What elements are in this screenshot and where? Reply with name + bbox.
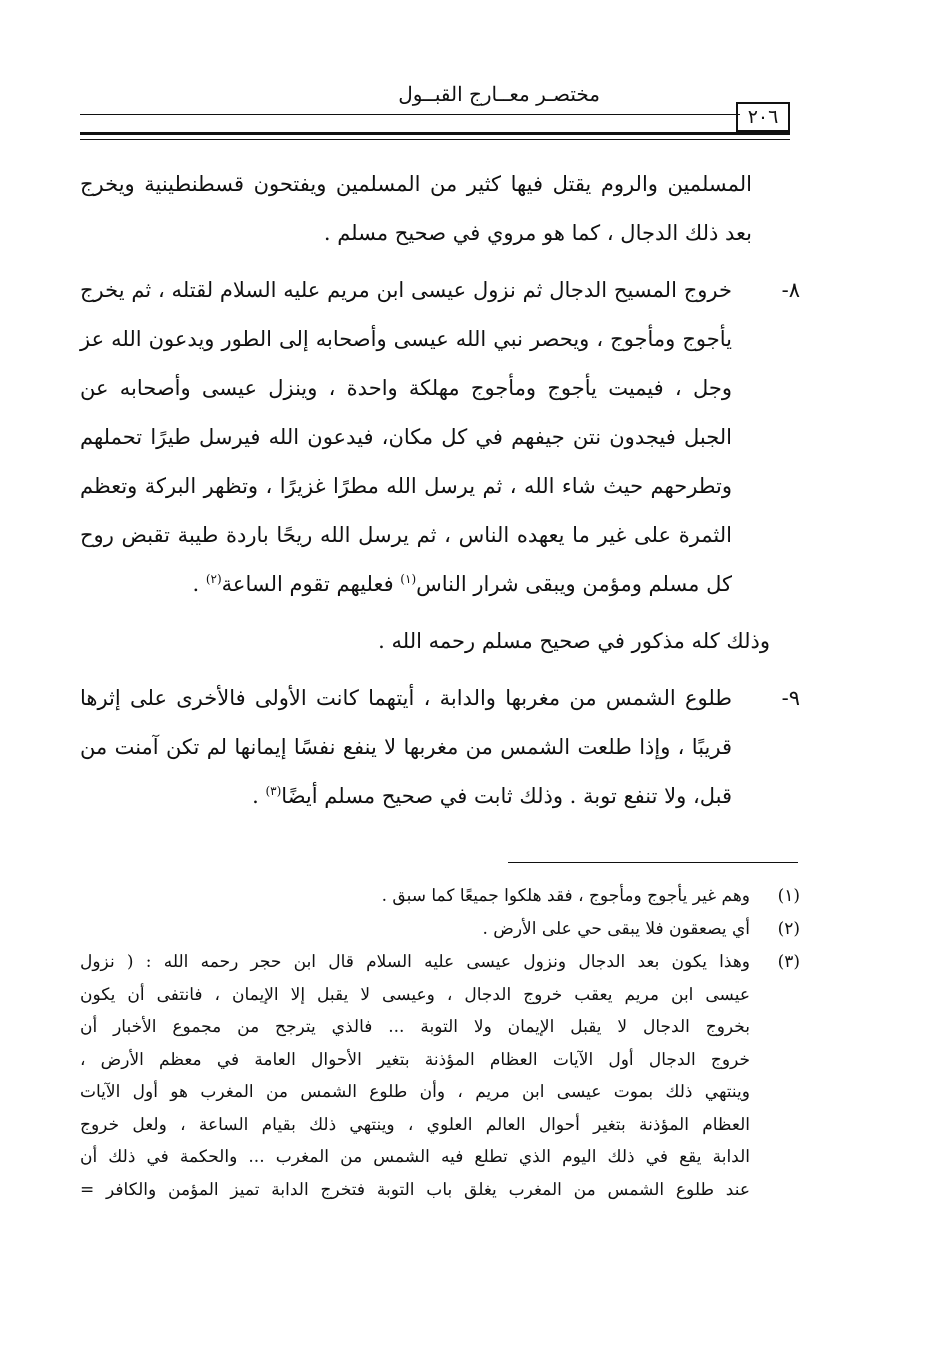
page-number: ٢٠٦ [736, 102, 790, 132]
footnote-ref-1[interactable]: (١) [400, 572, 417, 586]
footnote-ref-3[interactable]: (٣) [265, 784, 282, 798]
item-text: طلوع الشمس من مغربها والدابة ، أيتهما كانت الأولى فالأخرى على إثرها قريبًا ، وإذا طلعت الشمس من مغربها لا ينفع نفسًا إيمانها لم تكن آمنت من قبل، ولا تنفع توبة . وذلك ثابت في صحيح مسلم أيضًا [80, 686, 732, 808]
running-title: مختصـر معــارج القبــول [398, 82, 600, 106]
list-item-8 [80, 266, 800, 609]
main-text [80, 160, 800, 821]
footnote-3 [80, 946, 800, 1206]
footnote-line: بخروج الدجال لا يقبل الإيمان ولا التوبة ... فالذي يترجح من مجموع الأخبار أن [80, 1017, 750, 1037]
footnote-line: وهذا يكون بعد الدجال ونزول عيسى عليه السلام قال ابن حجر رحمه الله : ( نزول [80, 952, 750, 972]
period: . [192, 572, 206, 596]
footnote-text [80, 946, 750, 1206]
footnote-1 [80, 880, 800, 913]
footnote-line: خروج الدجال أول الآيات العظام المؤذنة بتغير الأحوال العامة في معظم الأرض ، [80, 1049, 750, 1070]
title-underline [80, 114, 740, 115]
item-text: خروج المسيح الدجال ثم نزول عيسى ابن مريم عليه السلام لقتله ، ثم يخرج يأجوج ومأجوج ، ويحصر نبي الله عيسى وأصحابه إلى الطور ويدعون الله عز وجل ، فيميت يأجوج ومأجوج مهلكة واحدة ، وينزل عيسى وأصحابه عن الجبل فيجدون نتن جيفهم في كل مكان، فيدعون الله فيرسل طيرًا تحملهم وتطرحهم حيث شاء الله ، ثم يرسل الله مطرًا غزيرًا ، وتظهر البركة وتعظم الثمرة على غير ما يعهده الناس ، ثم يرسل الله ريحًا باردة طيبة تقبض روح كل مسلم ومؤمن ويبقى شرار الناس [80, 278, 732, 596]
footnote-line: عيسى ابن مريم يعقب خروج الدجال ، وعيسى لا يقبل إلا الإيمان ، فانتفى أن يكون [80, 984, 750, 1005]
header-rule-thick [80, 132, 790, 135]
footnote-number: (١) [777, 886, 800, 906]
footnote-number: (٣) [777, 952, 800, 972]
footnote-line: العظام المؤذنة بتغير أحوال العالم العلوي ، وينتهي ذلك بقيام الساعة ، ولعل خروج [80, 1114, 750, 1135]
period: . [252, 784, 266, 808]
footnote-separator [508, 862, 798, 863]
footnote-line: عند طلوع الشمس من المغرب يغلق باب التوبة فتخرج الدابة تميز المؤمن والكافر = [80, 1179, 750, 1200]
footnote-2 [80, 913, 800, 946]
footnote-number: (٢) [777, 919, 800, 939]
footnote-ref-2[interactable]: (٢) [205, 572, 222, 586]
item-number: ٩- [781, 686, 800, 710]
footnote-line: وينتهي ذلك بموت عيسى ابن مريم ، وأن طلوع الشمس من المغرب هو أول الآيات [80, 1082, 750, 1102]
intro-paragraph: المسلمين والروم يقتل فيها كثير من المسلمين ويفتحون قسطنطينية ويخرج بعد ذلك الدجال ، كما هو مروي في صحيح مسلم . [80, 172, 752, 245]
item-text-end: فعليهم تقوم الساعة [221, 572, 394, 596]
item-number: ٨- [781, 278, 800, 302]
footnote-line: الدابة يقع في ذلك اليوم الذي تطلع فيه الشمس من المغرب ... والحكمة في ذلك أن [80, 1147, 750, 1167]
note-paragraph: وذلك كله مذكور في صحيح مسلم رحمه الله . [378, 629, 770, 653]
header-rule-thin [80, 139, 790, 140]
footnotes [80, 880, 800, 1206]
footnote-text: أي يصعقون فلا يبقى حي على الأرض . [482, 919, 750, 939]
page-header [80, 78, 790, 148]
list-item-9 [80, 674, 800, 821]
footnote-text: وهم غير يأجوج ومأجوج ، فقد هلكوا جميعًا كما سبق . [381, 886, 750, 906]
